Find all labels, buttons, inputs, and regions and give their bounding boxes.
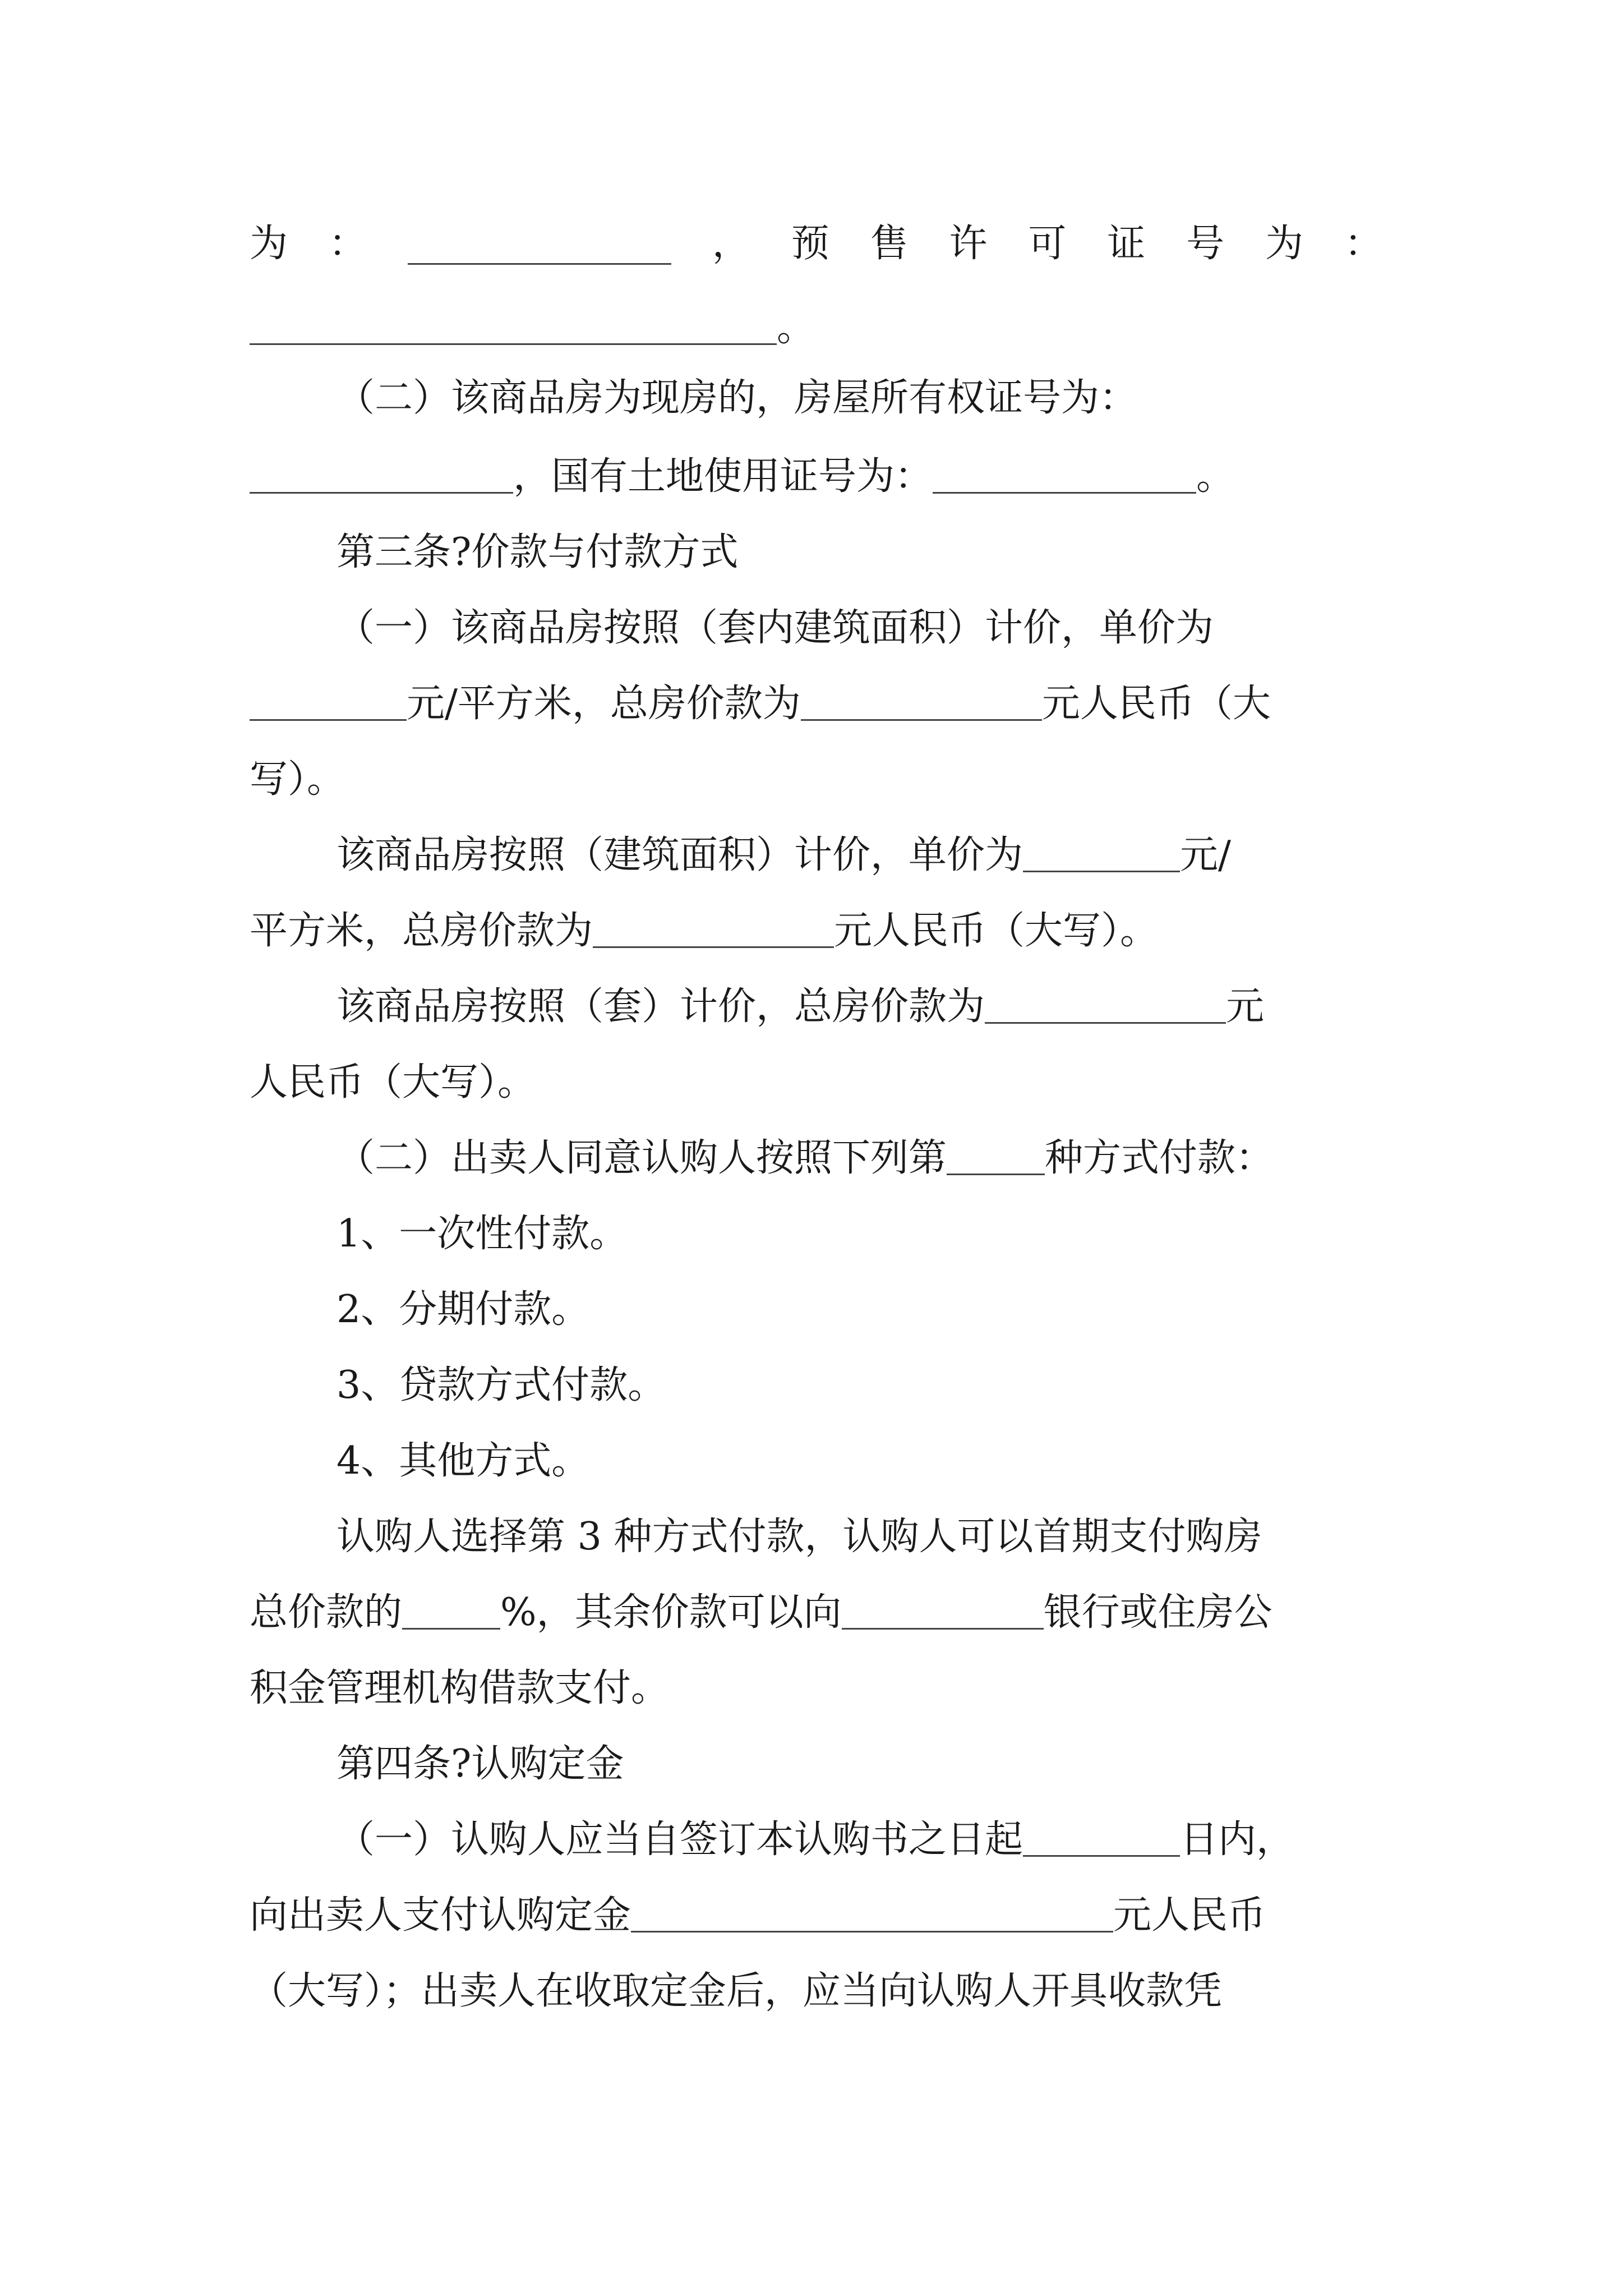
text: 。 <box>777 306 815 350</box>
line-presale-permit <box>250 213 1382 275</box>
paragraph-existing-house: （二）该商品房为现房的，房屋所有权证号为： <box>336 376 1138 420</box>
line-text: 人民币（大写）。 <box>250 1060 536 1105</box>
blank-field <box>250 680 407 721</box>
list-item: 1、一次性付款。 <box>336 1212 628 1256</box>
text: 可 <box>1028 222 1067 266</box>
blank-field <box>593 907 834 948</box>
line-certificate-numbers <box>250 446 1382 508</box>
text: 该商品房按照（套）计价，总房价款为 <box>336 984 985 1029</box>
paragraph-deposit-deadline <box>336 1809 1382 1871</box>
paragraph-price-building-area <box>336 825 1382 886</box>
paragraph-payment-method <box>336 1128 1382 1189</box>
text: ， <box>712 222 750 266</box>
line-unit-price <box>250 673 1382 735</box>
blank-field <box>408 224 671 265</box>
text: （二）出卖人同意认购人按照下列第 <box>336 1136 947 1180</box>
line-text: 写）。 <box>250 757 345 802</box>
text: 向出卖人支付认购定金 <box>250 1893 631 1938</box>
line-total-price <box>250 900 1382 962</box>
paragraph-price-per-unit <box>336 976 1382 1038</box>
text: 。 <box>1196 454 1235 499</box>
text: 为 <box>1265 222 1304 266</box>
paragraph-loan-option: 认购人选择第 3 种方式付款，认购人可以首期支付购房 <box>336 1515 1262 1559</box>
text: 元人民币（大写）。 <box>834 909 1159 953</box>
line-permit-number <box>250 297 1382 359</box>
text: 元 <box>1226 984 1265 1029</box>
blank-field <box>947 1134 1045 1175</box>
text: ，国有土地使用证号为： <box>513 454 933 499</box>
blank-field <box>1023 831 1180 872</box>
blank-field <box>250 304 777 345</box>
paragraph-price-inner-area: （一）该商品房按照（套内建筑面积）计价，单价为 <box>336 606 1214 650</box>
blank-field <box>1023 1816 1180 1857</box>
blank-field <box>250 453 513 494</box>
text: 预 <box>791 222 829 266</box>
text: ： <box>1344 222 1382 266</box>
blank-field <box>933 453 1196 494</box>
text: 许 <box>949 222 988 266</box>
article-four-heading: 第四条?认购定金 <box>336 1742 624 1786</box>
line-text: 积金管理机构借款支付。 <box>250 1666 670 1710</box>
text: （一）认购人应当自签订本认购书之日起 <box>336 1818 1023 1862</box>
blank-field <box>801 680 1042 721</box>
text: %，其余价款可以向 <box>500 1590 842 1635</box>
text: 元/ <box>1180 833 1231 877</box>
list-item: 3、贷款方式付款。 <box>336 1363 666 1407</box>
blank-field <box>402 1589 500 1630</box>
text: 种方式付款： <box>1045 1136 1274 1180</box>
article-three-heading: 第三条?价款与付款方式 <box>336 530 739 574</box>
text: 证 <box>1107 222 1146 266</box>
text: ： <box>328 222 367 266</box>
text: 元/平方米，总房价款为 <box>407 682 801 726</box>
text: 售 <box>870 222 909 266</box>
list-item: 4、其他方式。 <box>336 1439 590 1483</box>
blank-field <box>842 1589 1044 1630</box>
text: 为 <box>250 222 288 266</box>
blank-field <box>985 983 1226 1024</box>
text: 该商品房按照（建筑面积）计价，单价为 <box>336 833 1023 877</box>
text: 元人民币（大 <box>1041 682 1271 726</box>
text: 总价款的 <box>250 1590 403 1635</box>
line-text: （大写）；出卖人在收取定金后，应当向认购人开具收款凭 <box>250 1969 1223 2013</box>
text: 号 <box>1186 222 1225 266</box>
text: 平方米，总房价款为 <box>250 909 593 953</box>
text: 日内， <box>1180 1818 1295 1862</box>
line-deposit-amount <box>250 1885 1382 1947</box>
text: 元人民币 <box>1113 1893 1266 1938</box>
text: 银行或住房公 <box>1043 1590 1272 1635</box>
list-item: 2、分期付款。 <box>336 1287 590 1332</box>
blank-field <box>631 1892 1113 1932</box>
line-down-payment <box>250 1582 1382 1644</box>
